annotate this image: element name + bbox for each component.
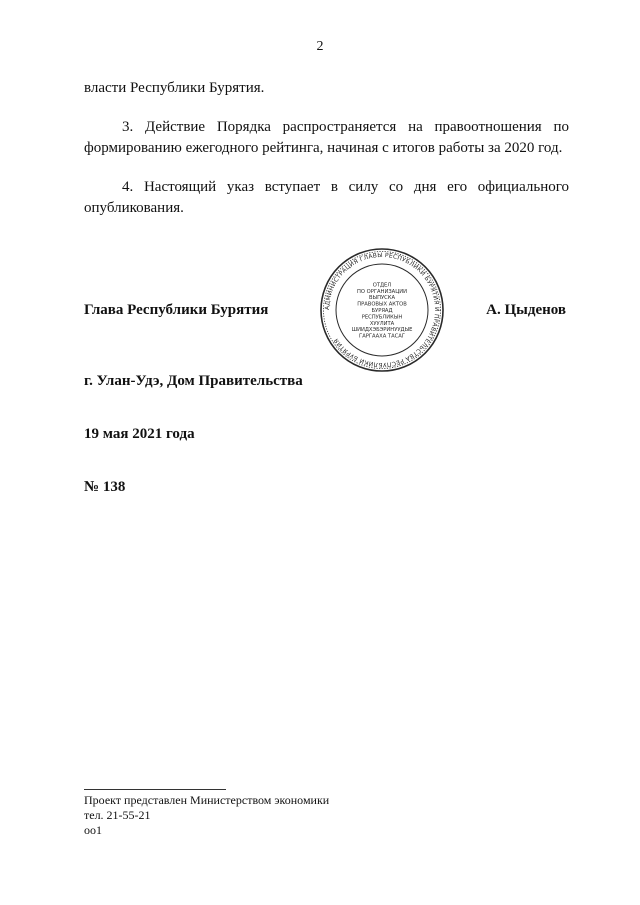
seal-center-line: ШИИДХЭБЭРИНУУДЫЕ xyxy=(351,327,413,334)
date-of-signing: 19 мая 2021 года xyxy=(84,426,195,442)
paragraph-3: 3. Действие Порядка распространяется на правоотношения по формированию ежегодного рейтинга, начиная с итогов работы за 2020 год. xyxy=(84,119,569,156)
paragraph-continuation: власти Республики Бурятия. xyxy=(84,80,265,96)
seal-center-line: ПО ОРГАНИЗАЦИИ xyxy=(356,288,408,295)
seal-center-line: ГАРГААХА ТАСАГ xyxy=(359,333,405,340)
seal-center-line: ПРАВОВЫХ АКТОВ xyxy=(357,301,407,308)
document-number: № 138 xyxy=(84,479,126,495)
seal-center-line: ОТДЕЛ xyxy=(372,282,392,289)
seal-outer-text: АДМИНИСТРАЦИЯ ГЛАВЫ РЕСПУБЛИКИ БУРЯТИЯ И ПРАВИТЕЛЬСТВА РЕСПУБЛИКИ БУРЯТИЯ xyxy=(323,251,441,369)
paragraph-4: 4. Настоящий указ вступает в силу со дня его официального опубликования. xyxy=(84,179,569,216)
seal-center-line: ХУУЛИТА xyxy=(369,320,395,327)
footnote-line-2: тел. 21-55-21 xyxy=(84,808,151,822)
seal-center-line: ВЫПУСКА xyxy=(368,295,396,302)
seal-center-line: БУРЯАД xyxy=(371,308,393,314)
page-number: 2 xyxy=(316,39,324,54)
place-of-signing: г. Улан-Удэ, Дом Правительства xyxy=(84,373,303,389)
signer-name: А. Цыденов xyxy=(486,302,566,318)
footnote-divider xyxy=(84,789,226,790)
seal-center-text xyxy=(352,282,413,339)
seal-center-line: РЕСПУБЛИКЫН xyxy=(361,314,403,321)
footnote-line-3: оо1 xyxy=(84,823,102,837)
official-seal-stamp xyxy=(318,246,446,374)
footnote-line-1: Проект представлен Министерством экономики xyxy=(84,793,330,807)
signer-position: Глава Республики Бурятия xyxy=(84,302,269,318)
